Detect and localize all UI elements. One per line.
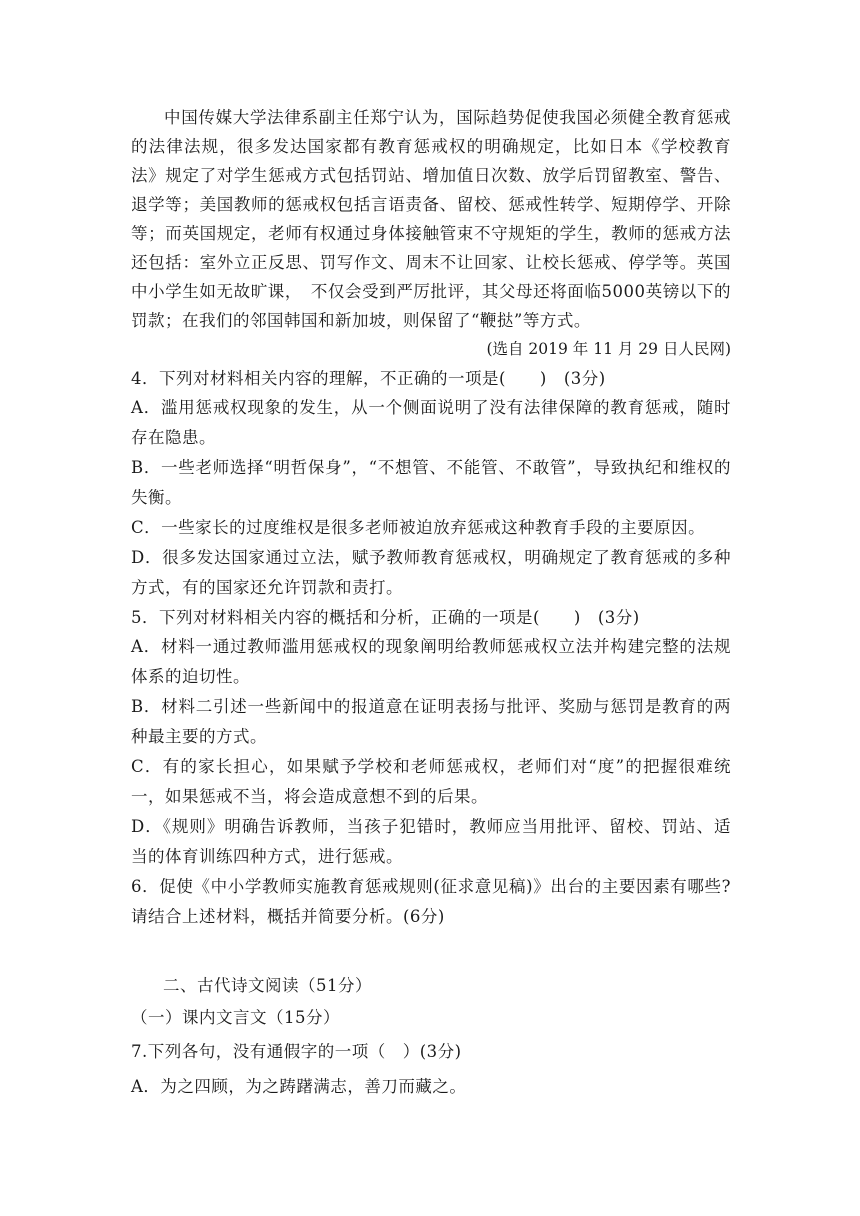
question-5-stem: 5．下列对材料相关内容的概括和分析，正确的一项是( ) (3分) bbox=[131, 608, 640, 627]
section-2-subtitle: （一）课内文言文（15分） bbox=[131, 1008, 340, 1027]
question-4-stem: 4．下列对材料相关内容的理解，不正确的一项是( ) (3分) bbox=[131, 369, 606, 388]
question-6-stem: 6．促使《中小学教师实施教育惩戒规则(征求意见稿)》出台的主要因素有哪些?请结合上述材料，概括并简要分析。(6分) bbox=[131, 877, 731, 926]
passage-source: (选自 2019 年 11 月 29 日人民网) bbox=[486, 340, 731, 358]
question-4-option-b: B．一些老师选择“明哲保身”，“不想管、不能管、不敢管”，导致执纪和维权的失衡。 bbox=[131, 458, 731, 507]
section-spacer bbox=[131, 932, 731, 970]
question-7-option-a: A．为之四顾，为之踌躇满志，善刀而藏之。 bbox=[131, 1077, 467, 1096]
question-4-option-a: A．滥用惩戒权现象的发生，从一个侧面说明了没有法律保障的教育惩戒，随时存在隐患。 bbox=[131, 398, 731, 447]
section-2-title: 二、古代诗文阅读（51分） bbox=[163, 976, 372, 995]
passage-paragraph: 中国传媒大学法律系副主任郑宁认为，国际趋势促使我国必须健全教育惩戒的法律法规，很多发达国家都有教育惩戒权的明确规定，比如日本《学校教育法》规定了对学生惩戒方式包括罚站、增加值日次数、放学后罚留教室、警告、退学等；美国教师的惩戒权包括言语责备、留校、惩戒性转学、短期停学、开除等；而英国规定，老师有权通过身体接触管束不守规矩的学生，教师的惩戒方法还包括：室外立正反思、罚写作文、周末不让回家、让校长惩戒、停学等。英国中小学生如无故旷课， 不仅会受到严厉批评，其父母还将面临5000英镑以下的罚款；在我们的邻国韩国和新加坡，则保留了“鞭挞”等方式。 bbox=[131, 108, 731, 330]
question-5-option-c: C．有的家长担心，如果赋予学校和老师惩戒权，老师们对“度”的把握很难统一，如果惩戒不当，将会造成意想不到的后果。 bbox=[131, 757, 731, 806]
question-7-stem: 7.下列各句，没有通假字的一项（ ）(3分) bbox=[131, 1042, 462, 1061]
question-5-option-d: D．《规则》明确告诉教师，当孩子犯错时，教师应当用批评、留校、罚站、适当的体育训练四种方式，进行惩戒。 bbox=[131, 817, 731, 866]
question-5-option-a: A．材料一通过教师滥用惩戒权的现象阐明给教师惩戒权立法并构建完整的法规体系的迫切性。 bbox=[131, 637, 731, 686]
document-page bbox=[131, 103, 731, 1104]
question-4-option-c: C．一些家长的过度维权是很多老师被迫放弃惩戒这种教育手段的主要原因。 bbox=[131, 518, 706, 537]
question-4-option-d: D．很多发达国家通过立法，赋予教师教育惩戒权，明确规定了教育惩戒的多种方式，有的国家还允许罚款和责打。 bbox=[131, 548, 731, 597]
question-5-option-b: B．材料二引述一些新闻中的报道意在证明表扬与批评、奖励与惩罚是教育的两种最主要的方式。 bbox=[131, 697, 731, 746]
